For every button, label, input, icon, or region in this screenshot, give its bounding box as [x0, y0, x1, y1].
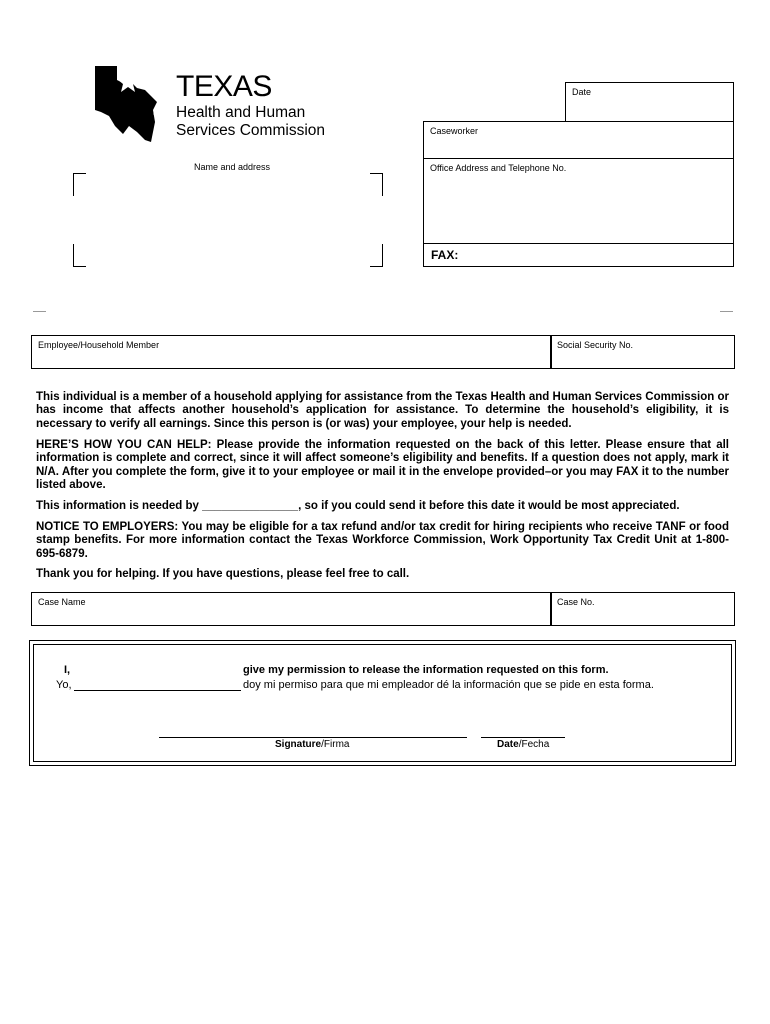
address-window-corner-bottom-left	[73, 244, 86, 267]
signature-line[interactable]	[159, 737, 467, 738]
case-row-divider	[550, 593, 552, 625]
logo-title: TEXAS	[176, 70, 272, 103]
caseworker-label: Caseworker	[430, 126, 479, 136]
fold-mark-left	[33, 311, 46, 312]
signature-label-es: /Firma	[321, 739, 350, 750]
permission-english-text: give my permission to release the information requested on this form.	[243, 664, 609, 676]
address-window-corner-bottom-right	[370, 244, 383, 267]
date-field[interactable]	[565, 82, 734, 122]
notice-to-employers-paragraph: NOTICE TO EMPLOYERS: You may be eligible for a tax refund and/or tax credit for hiring recipients who receive TANF or food stamp benefits. For more information contact the Texas Workforce Commission, Work Opportunity Tax Credit Unit at 1-800-695-6879.	[36, 520, 729, 560]
signature-label	[275, 739, 349, 750]
signature-date-label	[497, 739, 549, 750]
permission-yo-label: Yo,	[56, 679, 72, 691]
case-no-label: Case No.	[557, 597, 595, 607]
permission-name-line[interactable]	[74, 690, 241, 691]
employee-row-divider	[550, 336, 552, 368]
office-address-field[interactable]	[423, 158, 734, 244]
address-window-corner-top-right	[370, 173, 383, 196]
case-name-label: Case Name	[38, 597, 86, 607]
date-label: Date	[572, 87, 592, 97]
thank-you-paragraph: Thank you for helping. If you have questions, please feel free to call.	[36, 568, 410, 581]
logo-subtitle-line2: Services Commission	[176, 122, 326, 139]
needed-by-paragraph: This information is needed by _______________, so if you could send it before this date it would be most appreciated.	[36, 499, 680, 512]
intro-paragraph: This individual is a member of a household applying for assistance from the Texas Health and Human Services Commission or has income that affects another household’s application for assistance. To determine the household’s eligibility, it is necessary to verify all earnings. Since this person is (or was) your employee, your help is needed.	[36, 391, 729, 430]
date-label-en: Date	[497, 739, 519, 750]
fax-field[interactable]	[423, 243, 734, 267]
fax-label: FAX:	[431, 248, 459, 262]
logo-text	[176, 72, 325, 140]
caseworker-field[interactable]	[423, 121, 734, 159]
permission-box-inner	[33, 644, 732, 762]
name-address-label: Name and address	[194, 162, 271, 172]
fold-mark-right	[720, 311, 733, 312]
signature-date-line[interactable]	[481, 737, 565, 738]
employee-row	[31, 335, 735, 369]
employee-household-member-label: Employee/Household Member	[38, 340, 160, 350]
signature-label-en: Signature	[275, 739, 322, 750]
how-to-help-paragraph: HERE’S HOW YOU CAN HELP: Please provide the information requested on the back of this letter. Please ensure that all information is complete and correct, since it will affect someone’s eligibility and benefits. If a question does not apply, mark it N/A. After you complete the form, give it to your employee or mail it in the envelope provided–or you may FAX it to the number listed above.	[36, 438, 729, 491]
social-security-label: Social Security No.	[557, 340, 634, 350]
permission-i-label: I,	[64, 664, 71, 676]
case-row	[31, 592, 735, 626]
office-address-label: Office Address and Telephone No.	[430, 163, 567, 173]
date-label-es: /Fecha	[518, 739, 550, 750]
logo-subtitle-line1: Health and Human	[176, 104, 306, 121]
address-window-corner-top-left	[73, 173, 86, 196]
permission-box	[29, 640, 736, 766]
permission-spanish-text: doy mi permiso para que mi empleador dé la información que se pide en esta forma.	[243, 679, 654, 691]
letter-body	[36, 391, 729, 589]
